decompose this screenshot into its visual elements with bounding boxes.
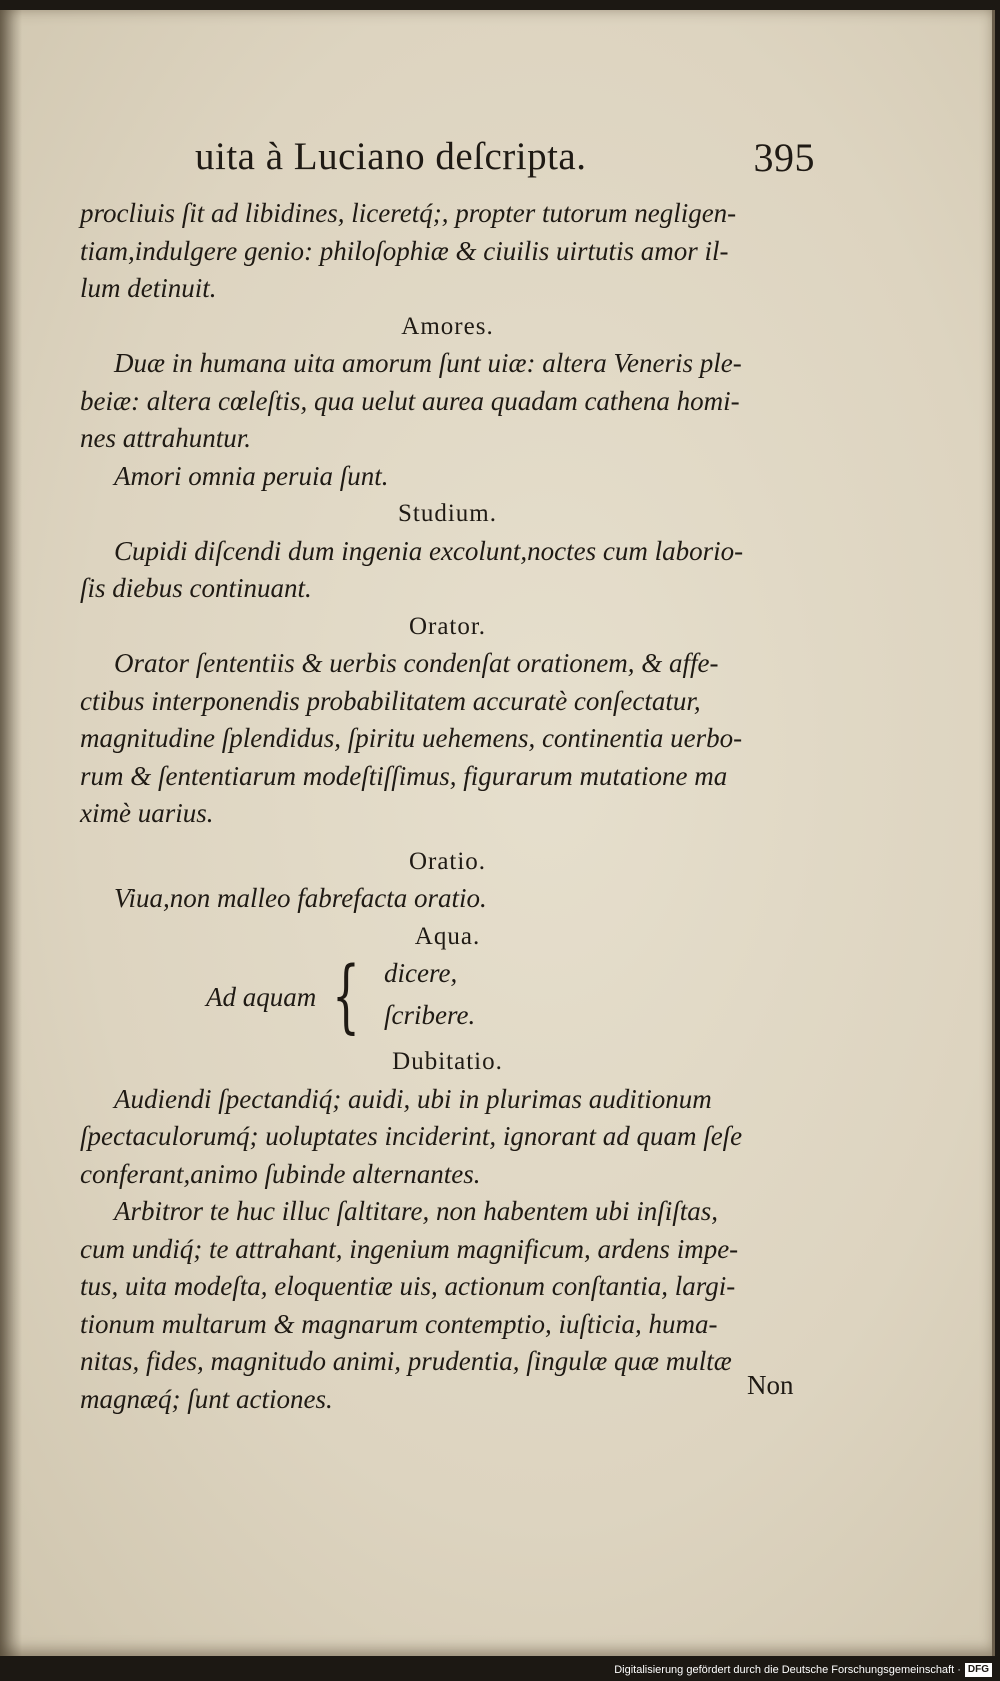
running-title: uita à Luciano deſcripta.	[195, 135, 587, 178]
catchword: Non	[747, 1370, 794, 1400]
spine-shadow	[0, 10, 22, 1656]
oratio-line: Viua,non malleo fabrefacta oratio.	[114, 883, 487, 913]
book-page	[0, 10, 995, 1656]
dfg-logo-icon: DFG	[965, 1663, 992, 1677]
heading-dubitatio: Dubitatio.	[392, 1048, 503, 1075]
dubitatio-line: tionum multarum & magnarum contemptio, iuſticia, huma‑	[80, 1308, 718, 1339]
dubitatio-line: conferant,animo ſubinde alternantes.	[80, 1158, 481, 1189]
intro-line: procliuis ſit ad libidines, liceretq́;, propter tutorum negligen‑	[80, 198, 737, 228]
dubitatio-line: Arbitror te huc illuc ſaltitare, non habentem ubi inſiſtas,	[114, 1196, 718, 1226]
page-number: 395	[753, 135, 815, 180]
orator-line: magnitudine ſplendidus, ſpiritu uehemens, continentia uerbo‑	[80, 723, 743, 753]
dubitatio-line: Audiendi ſpectandiq́; auidi, ubi in plurimas auditionum	[114, 1083, 712, 1114]
digitization-credit: Digitalisierung gefördert durch die Deutsche Forschungsgemeinschaft ·	[614, 1664, 961, 1676]
intro-line: tiam,indulgere genio: philoſophiæ & ciuilis uirtutis amor il‑	[80, 235, 729, 266]
heading-oratio: Oratio.	[408, 847, 487, 875]
amores-line: beiæ: altera cœleſtis, qua uelut aurea quadam cathena homi‑	[80, 385, 740, 416]
dubitatio-line: magnæq́; ſunt actiones.	[80, 1383, 333, 1414]
dubitatio-line: tus, uita modeſta, eloquentiæ uis, actionum conſtantia, largi‑	[80, 1271, 736, 1301]
aqua-lead: Ad aquam	[206, 982, 317, 1012]
dubitatio-line: ſpectaculorumq́; uoluptates inciderint, ignorant ad quam ſeſe	[80, 1121, 743, 1151]
orator-line: rum & ſententiarum modeſtiſſimus, figurarum mutatione ma	[80, 760, 728, 791]
footer-bar	[0, 1660, 1000, 1681]
orator-line: ximè uarius.	[80, 798, 214, 828]
intro-line: lum detinuit.	[80, 273, 217, 303]
amores-line: nes attrahuntur.	[80, 423, 252, 453]
curly-brace: {	[332, 949, 360, 1042]
orator-line: ctibus interponendis probabilitatem accuratè conſectatur,	[80, 685, 701, 716]
heading-orator: Orator.	[408, 612, 487, 640]
dubitatio-line: nitas, fides, magnitudo animi, prudentia, ſingulæ quæ multæ	[80, 1346, 732, 1376]
aqua-option: dicere,	[384, 958, 458, 988]
orator-line: Orator ſententiis & uerbis condenſat orationem, & affe‑	[114, 648, 719, 678]
page-text	[80, 195, 815, 1418]
aqua-brace-block	[206, 949, 815, 1043]
studium-line: Cupidi diſcendi dum ingenia excolunt,noctes cum laborio‑	[114, 535, 744, 566]
amores-line: Amori omnia peruia ſunt.	[114, 460, 389, 491]
aqua-option: ſcribere.	[384, 1000, 476, 1030]
heading-studium: Studium.	[398, 500, 497, 527]
dubitatio-line: cum undiq́; te attrahant, ingenium magnificum, ardens impe‑	[80, 1233, 739, 1264]
studium-line: ſis diebus continuant.	[80, 573, 312, 603]
amores-line: Duæ in humana uita amorum ſunt uiæ: altera Veneris ple‑	[114, 348, 742, 378]
heading-aqua: Aqua.	[414, 922, 481, 950]
heading-amores: Amores.	[401, 312, 494, 340]
